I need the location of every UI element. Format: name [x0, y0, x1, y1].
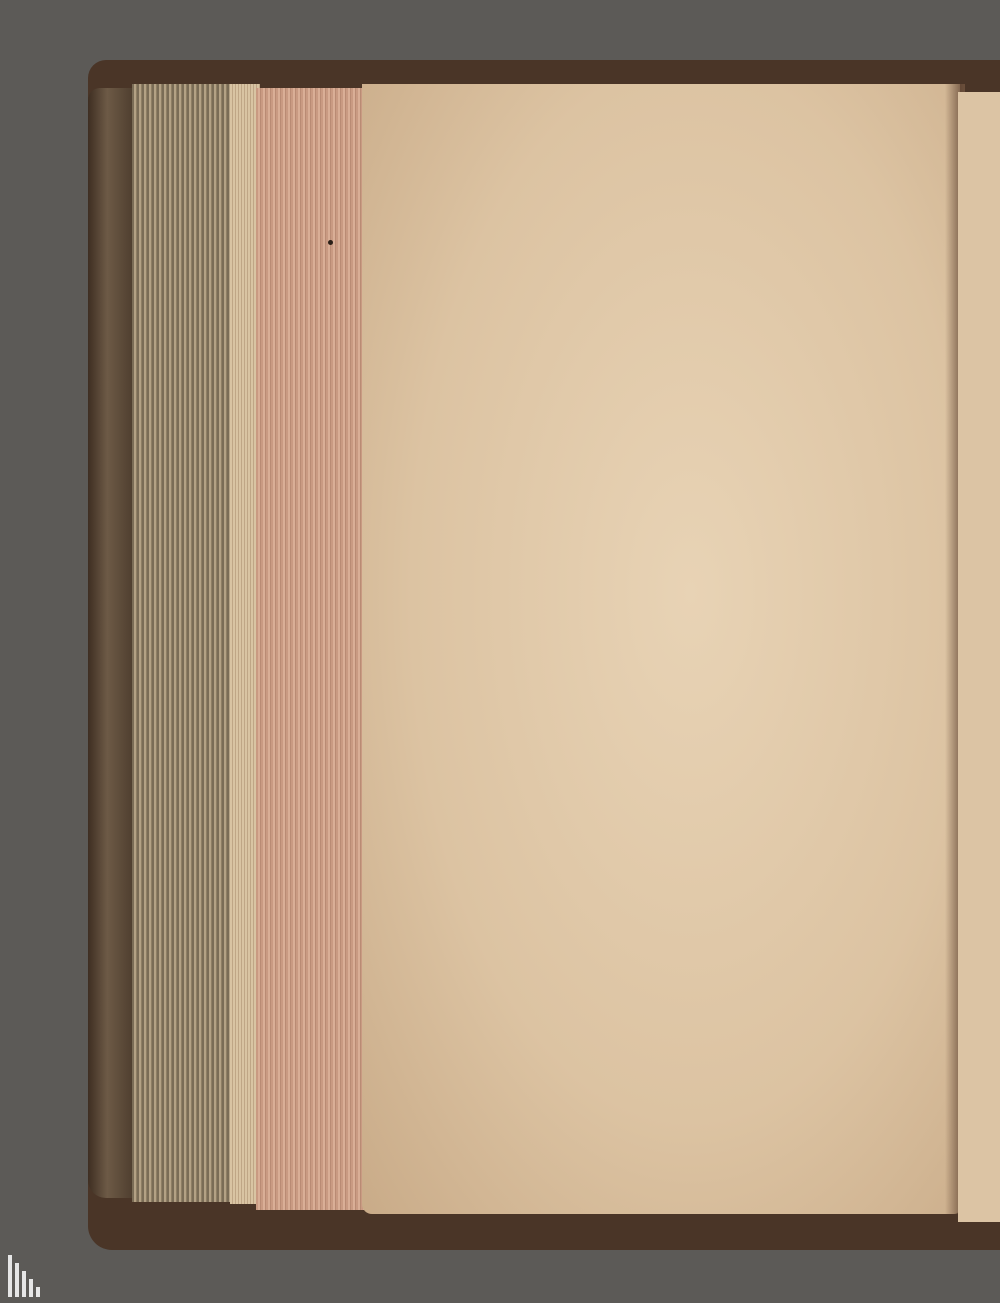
book-spine — [88, 88, 136, 1198]
book-page — [362, 84, 960, 1214]
next-page-edge — [958, 92, 1000, 1222]
page-edges-dark — [132, 84, 232, 1202]
page-edges-pink — [256, 88, 364, 1210]
library-logo-icon — [8, 1255, 50, 1297]
library-logo — [8, 1255, 308, 1299]
ink-spot — [328, 240, 333, 245]
